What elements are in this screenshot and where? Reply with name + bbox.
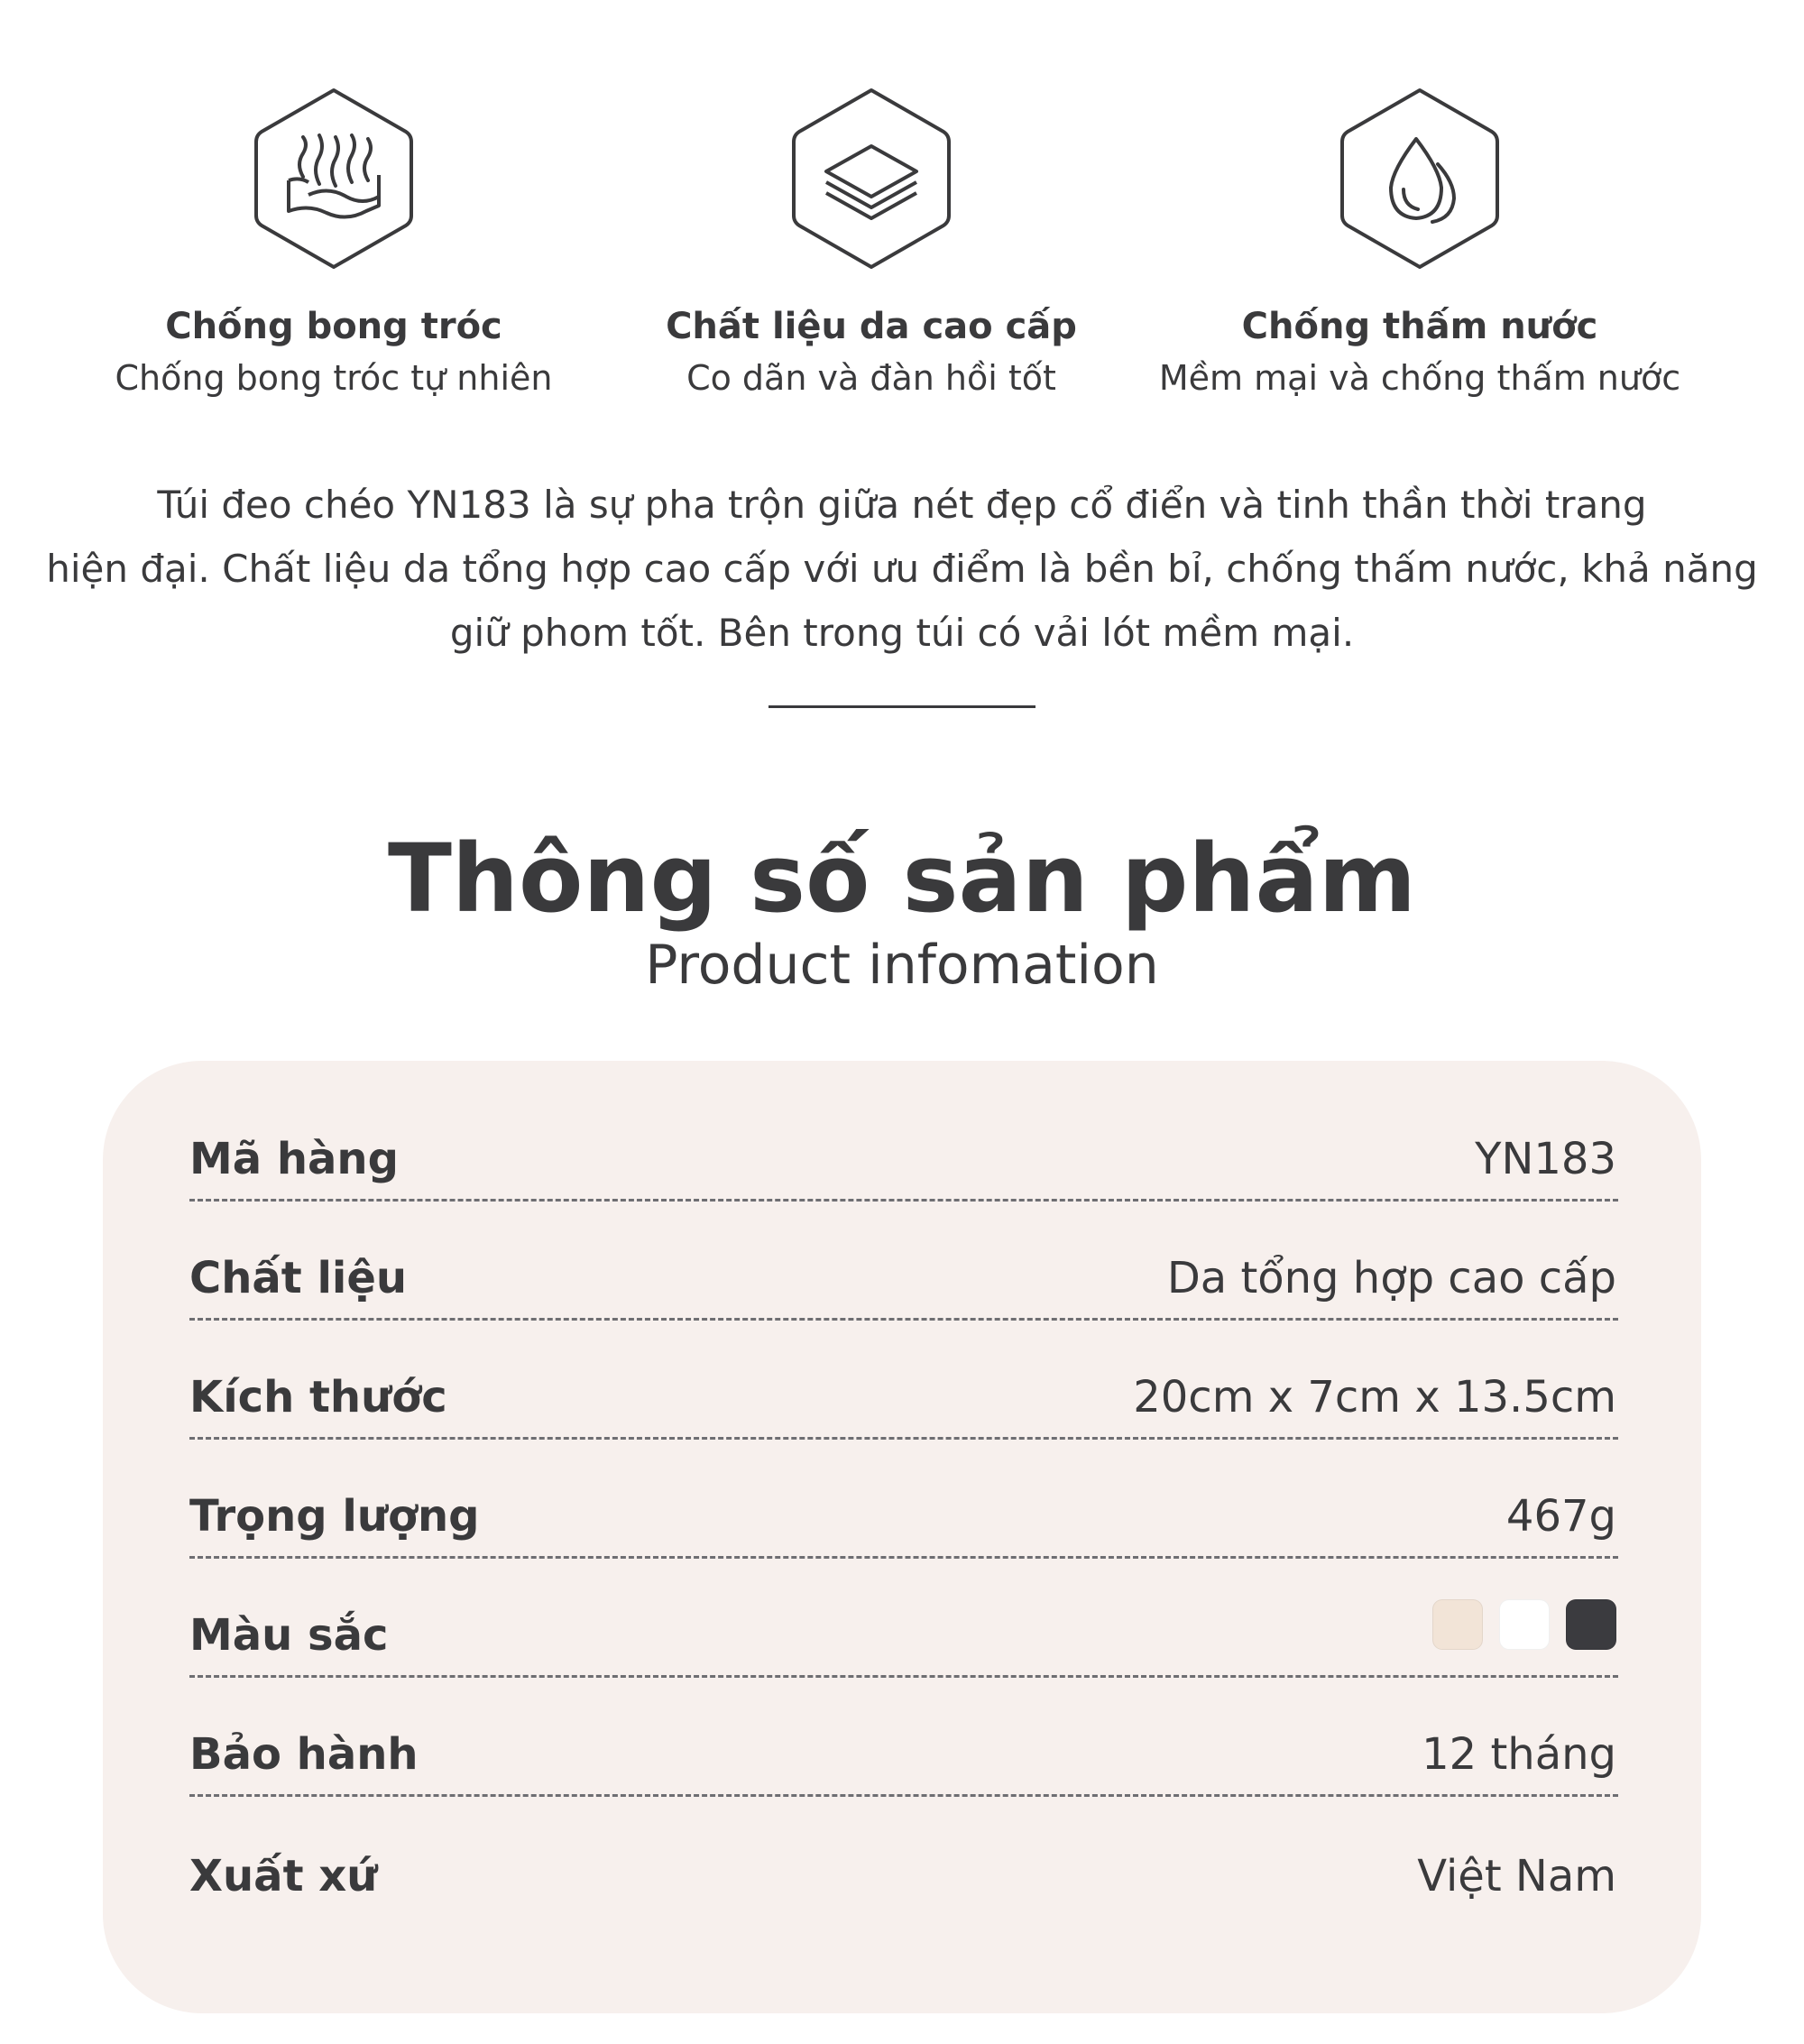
spec-row-material: [189, 1239, 1618, 1321]
leather-layers-icon: [790, 87, 953, 271]
spec-value: Việt Nam: [1417, 1851, 1616, 1901]
spec-label: Xuất xứ: [189, 1851, 378, 1901]
spec-value: Da tổng hợp cao cấp: [1166, 1253, 1616, 1303]
spec-label: Chất liệu: [189, 1253, 408, 1303]
description-line: Túi đeo chéo YN183 là sự pha trộn giữa nét đẹp cổ điển và tinh thần thời trang: [157, 483, 1647, 527]
feature-subtitle: Chống bong tróc tự nhiên: [115, 358, 553, 398]
water-drop-icon: [1339, 87, 1501, 271]
spec-row-warranty: [189, 1716, 1618, 1797]
color-swatch-beige[interactable]: [1432, 1599, 1483, 1650]
spec-label: Kích thước: [189, 1372, 447, 1423]
description-line: hiện đại. Chất liệu da tổng hợp cao cấp với ưu điểm là bền bỉ, chống thấm nước, khả năng: [46, 547, 1758, 591]
feature-subtitle: Co dãn và đàn hồi tốt: [686, 358, 1056, 398]
spec-label: Trọng lượng: [189, 1491, 480, 1542]
anti-peel-icon: [253, 87, 415, 271]
feature-item: [63, 87, 604, 401]
spec-table: [103, 1061, 1701, 2013]
spec-label: Màu sắc: [189, 1610, 389, 1661]
section-title: Thông số sản phẩm: [387, 824, 1417, 934]
feature-item: [1149, 87, 1690, 401]
color-swatch-black[interactable]: [1566, 1599, 1616, 1650]
section-divider: [769, 705, 1035, 708]
spec-value: 20cm x 7cm x 13.5cm: [1133, 1372, 1616, 1423]
feature-title: Chống bong tróc: [165, 306, 502, 347]
color-swatches: [1432, 1599, 1616, 1652]
spec-value: YN183: [1475, 1134, 1616, 1184]
spec-label: Mã hàng: [189, 1134, 399, 1184]
spec-row-dimensions: [189, 1358, 1618, 1440]
feature-title: Chất liệu da cao cấp: [666, 306, 1077, 347]
color-swatch-white[interactable]: [1499, 1599, 1550, 1650]
spec-row-origin: [189, 1835, 1618, 1916]
feature-title: Chống thấm nước: [1241, 306, 1598, 347]
spec-label: Bảo hành: [189, 1729, 419, 1780]
spec-row-product-code: [189, 1120, 1618, 1202]
feature-list: [0, 87, 1804, 411]
spec-row-colors: [189, 1597, 1618, 1678]
description-line: giữ phom tốt. Bên trong túi có vải lót mềm mại.: [449, 611, 1355, 655]
product-description: [36, 473, 1768, 665]
section-subtitle: Product infomation: [645, 934, 1159, 997]
spec-value: 12 tháng: [1422, 1729, 1616, 1780]
spec-row-weight: [189, 1478, 1618, 1559]
feature-item: [601, 87, 1142, 401]
spec-value: 467g: [1505, 1491, 1616, 1542]
feature-subtitle: Mềm mại và chống thấm nước: [1158, 358, 1681, 398]
